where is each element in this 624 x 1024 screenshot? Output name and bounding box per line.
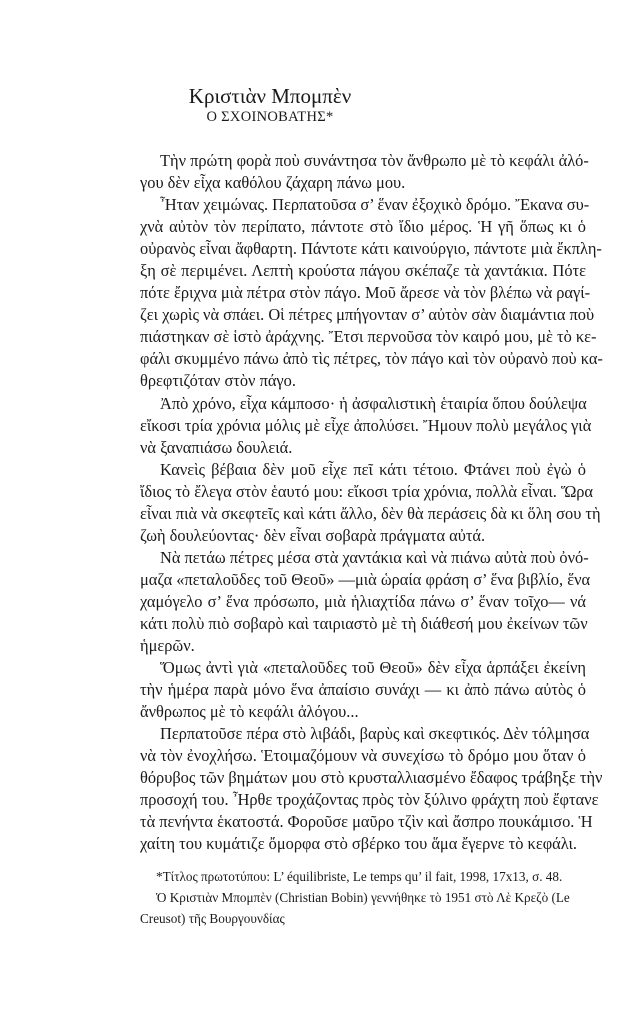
text-line: νὰ τὸν ἐνοχλήσω. Ἑτοιμαζόμουν νὰ συνεχίσω τὸ δρόμο μου ὅταν ὁ [140,746,586,766]
text-line: Ὅμως ἀντὶ γιὰ «πεταλοῦδες τοῦ Θεοῦ» δὲν εἶχα ἁρπάξει ἐκείνη [160,658,586,678]
footnote-line: *Τίτλος πρωτοτύπου: L’ équilibriste, Le temps qu’ il fait, 1998, 17x13, σ. 48. [156,869,563,884]
text-line: χαίτη του κυμάτιζε ὄμορφα στὸ σβέρκο του ἅμα ἔγερνε τὸ κεφάλι. [140,834,578,854]
text-line: Ἀπὸ χρόνο, εἶχα κάμποσο· ἡ ἀσφαλιστικὴ ἑταιρία ὅπου δούλεψα [160,393,587,413]
text-line: ἴδιος τὸ ἔλεγα στὸν ἑαυτό μου: εἴκοσι τρία χρόνια, πολλὰ εἶναι. Ὥρα [140,481,593,501]
text-line: εἶναι πιὰ νὰ σκεφτεῖς καὶ κάτι ἄλλο, δὲν θὰ περάσεις δὰ κι ὅλη σου τὴ [140,503,601,523]
text-line: Κανεὶς βέβαια δὲν μοῦ εἶχε πεῖ κάτι τέτοιο. Φτάνει ποὺ ἐγὼ ὁ [160,459,586,479]
text-line: χαμόγελο σ’ ἕνα πρόσωπο, μιὰ ἡλιαχτίδα πάνω σ’ ἕναν τοῖχο— νά [140,591,586,611]
text-line: τὰ πενήντα ἑκατοστά. Φοροῦσε μαῦρο τζὶν καὶ ἄσπρο πουκάμισο. Ἡ [140,812,593,832]
text-line: οὐρανὸς εἶναι ἄφθαρτη. Πάντοτε κάτι καινούργιο, πάντοτε μιὰ ἔκπλη- [140,239,602,259]
text-line: Περπατοῦσε πέρα στὸ λιβάδι, βαρὺς καὶ σκεφτικός. Δὲν τόλμησα [160,724,590,744]
text-line: θόρυβος τῶν βημάτων μου στὸ κρυσταλλιασμένο ἔδαφος τράβηξε τὴν [140,768,603,788]
text-line: μαζα «πεταλοῦδες τοῦ Θεοῦ» —μιὰ ὡραία φράση σ’ ἕνα βιβλίο, ἕνα [140,569,591,589]
footnotes [140,866,586,929]
text-line: θρεφτιζόταν στὸν πάγο. [140,371,296,391]
text-line: Νὰ πετάω πέτρες μέσα στὰ χαντάκια καὶ νὰ πιάνω αὐτὰ ποὺ ὀνό- [160,547,589,567]
text-line: ξη σὲ περιμένει. Λεπτὴ κρούστα πάγου σκέπαζε τὰ χαντάκια. Πότε [140,261,586,281]
text-line: νὰ ξαναπιάσω δουλειά. [140,437,293,457]
text-line: πιάστηκαν σὲ ἱστὸ ἀράχνης. Ἔτσι περνοῦσα τὸν καιρό μου, μὲ τὸ κε- [140,327,597,347]
text-line: τὴν ἡμέρα παρὰ μόνο ἕνα ἀπαίσιο συνάχι — κι ἀπὸ πάνω αὐτὸς ὁ [140,680,586,700]
text-line: ζει χωρὶς νὰ σπάει. Οἱ πέτρες μπήγονταν σ’ αὐτὸν σὰν διαμάντια ποὺ [140,305,595,325]
footnote-line: Ὁ Κριστιὰν Μπομπὲν (Christian Bobin) γεννήθηκε τὸ 1951 στὸ Λὲ Κρεζὸ (Le [156,890,570,905]
text-line: χνὰ αὐτὸν τὸν περίπατο, πάντοτε στὸ ἴδιο μέρος. Ἡ γῆ ὅπως κι ὁ [140,217,586,237]
text-line: εἴκοσι τρία χρόνια μόλις μὲ εἶχε ἀπολύσει. Ἤμουν πολὺ μεγάλος γιὰ [140,415,592,435]
text-line: ζωὴ δουλεύοντας· δὲν εἶναι σοβαρὰ πράγματα αὐτά. [140,525,486,545]
footnote-line: Creusot) τῆς Βουργουνδίας [140,911,285,926]
text-line: ἄνθρωπος μὲ τὸ κεφάλι ἀλόγου... [140,702,359,722]
text-line: Τὴν πρώτη φορὰ ποὺ συνάντησα τὸν ἄνθρωπο μὲ τὸ κεφάλι ἀλό- [160,151,589,170]
author-name: Κριστιὰν Μπομπὲν [188,84,352,108]
text-line: πότε ἔριχνα μιὰ πέτρα στὸν πάγο. Μοῦ ἄρεσε νὰ τὸν βλέπω νὰ ραγί- [140,283,591,303]
story-title: Ο ΣΧΟΙΝΟΒΑΤΗΣ* [206,109,334,125]
text-line: γου δὲν εἶχα καθόλου ζάχαρη πάνω μου. [140,173,406,193]
text-line: προσοχή του. Ἦρθε τροχάζοντας πρὸς τὸν ξύλινο φράχτη ποὺ ἔφτανε [140,790,599,810]
text-line: Ἦταν χειμώνας. Περπατοῦσα σ’ ἕναν ἐξοχικὸ δρόμο. Ἔκανα συ- [160,195,590,215]
text-line: φάλι σκυμμένο πάνω ἀπὸ τὶς πέτρες, τὸν πάγο καὶ τὸν οὐρανὸ ποὺ κα- [140,349,603,369]
text-line: κάτι πολὺ πιὸ σοβαρὸ καὶ ταιριαστὸ μὲ τὴ διάθεσή μου ἐκείνων τῶν [140,613,588,633]
text-line: ἡμερῶν. [140,636,195,656]
body-text [140,150,603,856]
